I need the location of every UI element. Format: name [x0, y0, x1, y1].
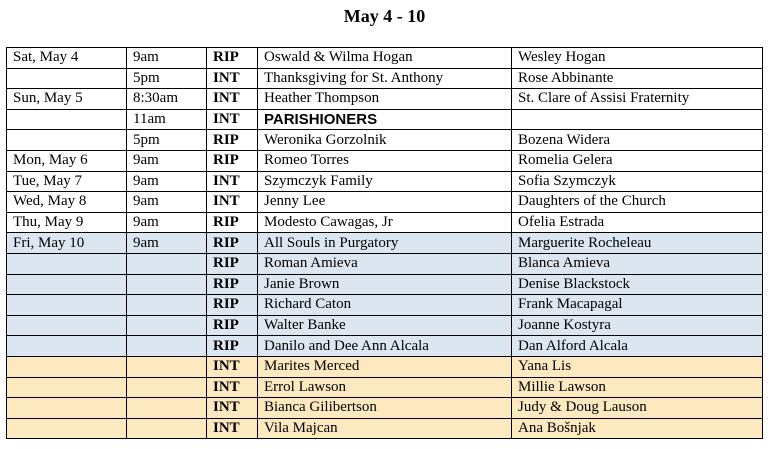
table-row: [7, 315, 763, 336]
type-cell: RIP: [207, 274, 258, 295]
type-cell: INT: [207, 109, 258, 130]
table-row: [7, 274, 763, 295]
intention-cell: Roman Amieva: [258, 253, 512, 274]
table-row: [7, 212, 763, 233]
date-cell: [7, 418, 127, 439]
type-cell: RIP: [207, 150, 258, 171]
time-cell: 9am: [127, 48, 207, 69]
type-cell: RIP: [207, 315, 258, 336]
time-cell: [127, 418, 207, 439]
intention-cell: Bianca Gilibertson: [258, 398, 512, 419]
type-cell: RIP: [207, 295, 258, 316]
intention-cell: Jenny Lee: [258, 192, 512, 213]
date-cell: [7, 356, 127, 377]
table-row: [7, 130, 763, 151]
requested-by-cell: Wesley Hogan: [512, 48, 763, 69]
table-row: [7, 418, 763, 439]
intention-cell: Marites Merced: [258, 356, 512, 377]
date-cell: Mon, May 6: [7, 150, 127, 171]
date-cell: Tue, May 7: [7, 171, 127, 192]
table-row: [7, 377, 763, 398]
intention-cell: Thanksgiving for St. Anthony: [258, 68, 512, 89]
time-cell: 8:30am: [127, 89, 207, 110]
intention-cell: All Souls in Purgatory: [258, 233, 512, 254]
type-cell: INT: [207, 171, 258, 192]
requested-by-cell: Sofia Szymczyk: [512, 171, 763, 192]
table-row: [7, 109, 763, 130]
requested-by-cell: Judy & Doug Lauson: [512, 398, 763, 419]
table-row: [7, 398, 763, 419]
intention-cell: Heather Thompson: [258, 89, 512, 110]
requested-by-cell: [512, 109, 763, 130]
table-row: [7, 295, 763, 316]
requested-by-cell: Dan Alford Alcala: [512, 336, 763, 357]
date-cell: [7, 377, 127, 398]
type-cell: RIP: [207, 48, 258, 69]
type-cell: INT: [207, 356, 258, 377]
date-cell: Thu, May 9: [7, 212, 127, 233]
time-cell: [127, 295, 207, 316]
table-row: [7, 89, 763, 110]
time-cell: 9am: [127, 150, 207, 171]
requested-by-cell: Denise Blackstock: [512, 274, 763, 295]
requested-by-cell: Ana Bošnjak: [512, 418, 763, 439]
time-cell: 5pm: [127, 68, 207, 89]
time-cell: 9am: [127, 171, 207, 192]
time-cell: 9am: [127, 212, 207, 233]
date-cell: Sun, May 5: [7, 89, 127, 110]
date-cell: Fri, May 10: [7, 233, 127, 254]
time-cell: 11am: [127, 109, 207, 130]
table-row: [7, 253, 763, 274]
date-cell: [7, 109, 127, 130]
type-cell: RIP: [207, 233, 258, 254]
requested-by-cell: Joanne Kostyra: [512, 315, 763, 336]
date-cell: [7, 398, 127, 419]
intention-cell: Danilo and Dee Ann Alcala: [258, 336, 512, 357]
date-cell: [7, 315, 127, 336]
type-cell: RIP: [207, 130, 258, 151]
date-cell: [7, 253, 127, 274]
time-cell: 5pm: [127, 130, 207, 151]
table-row: [7, 48, 763, 69]
mass-intentions-table: [6, 47, 763, 439]
requested-by-cell: Yana Lis: [512, 356, 763, 377]
table-row: [7, 233, 763, 254]
requested-by-cell: Frank Macapagal: [512, 295, 763, 316]
type-cell: RIP: [207, 212, 258, 233]
date-cell: [7, 295, 127, 316]
type-cell: INT: [207, 418, 258, 439]
table-row: [7, 150, 763, 171]
intention-cell: Weronika Gorzolnik: [258, 130, 512, 151]
date-cell: Wed, May 8: [7, 192, 127, 213]
table-row: [7, 336, 763, 357]
requested-by-cell: Rose Abbinante: [512, 68, 763, 89]
table-row: [7, 171, 763, 192]
requested-by-cell: Blanca Amieva: [512, 253, 763, 274]
type-cell: INT: [207, 89, 258, 110]
date-cell: [7, 274, 127, 295]
time-cell: [127, 356, 207, 377]
requested-by-cell: Romelia Gelera: [512, 150, 763, 171]
type-cell: RIP: [207, 336, 258, 357]
date-cell: [7, 68, 127, 89]
date-cell: [7, 336, 127, 357]
table-body: [7, 48, 763, 439]
time-cell: [127, 274, 207, 295]
date-cell: Sat, May 4: [7, 48, 127, 69]
time-cell: [127, 253, 207, 274]
type-cell: INT: [207, 398, 258, 419]
type-cell: INT: [207, 377, 258, 398]
type-cell: RIP: [207, 253, 258, 274]
requested-by-cell: Bozena Widera: [512, 130, 763, 151]
requested-by-cell: Millie Lawson: [512, 377, 763, 398]
intention-cell: Walter Banke: [258, 315, 512, 336]
table-row: [7, 192, 763, 213]
type-cell: INT: [207, 68, 258, 89]
intention-cell: Janie Brown: [258, 274, 512, 295]
time-cell: [127, 377, 207, 398]
time-cell: [127, 315, 207, 336]
requested-by-cell: Marguerite Rocheleau: [512, 233, 763, 254]
time-cell: [127, 398, 207, 419]
time-cell: 9am: [127, 233, 207, 254]
requested-by-cell: St. Clare of Assisi Fraternity: [512, 89, 763, 110]
intention-cell: PARISHIONERS: [258, 109, 512, 130]
requested-by-cell: Daughters of the Church: [512, 192, 763, 213]
intention-cell: Szymczyk Family: [258, 171, 512, 192]
date-cell: [7, 130, 127, 151]
time-cell: 9am: [127, 192, 207, 213]
intention-cell: Vila Majcan: [258, 418, 512, 439]
time-cell: [127, 336, 207, 357]
intention-cell: Romeo Torres: [258, 150, 512, 171]
page-title: May 4 - 10: [343, 6, 426, 26]
table-row: [7, 68, 763, 89]
intention-cell: Oswald & Wilma Hogan: [258, 48, 512, 69]
type-cell: INT: [207, 192, 258, 213]
intention-cell: Richard Caton: [258, 295, 512, 316]
intention-cell: Modesto Cawagas, Jr: [258, 212, 512, 233]
intention-cell: Errol Lawson: [258, 377, 512, 398]
requested-by-cell: Ofelia Estrada: [512, 212, 763, 233]
table-row: [7, 356, 763, 377]
